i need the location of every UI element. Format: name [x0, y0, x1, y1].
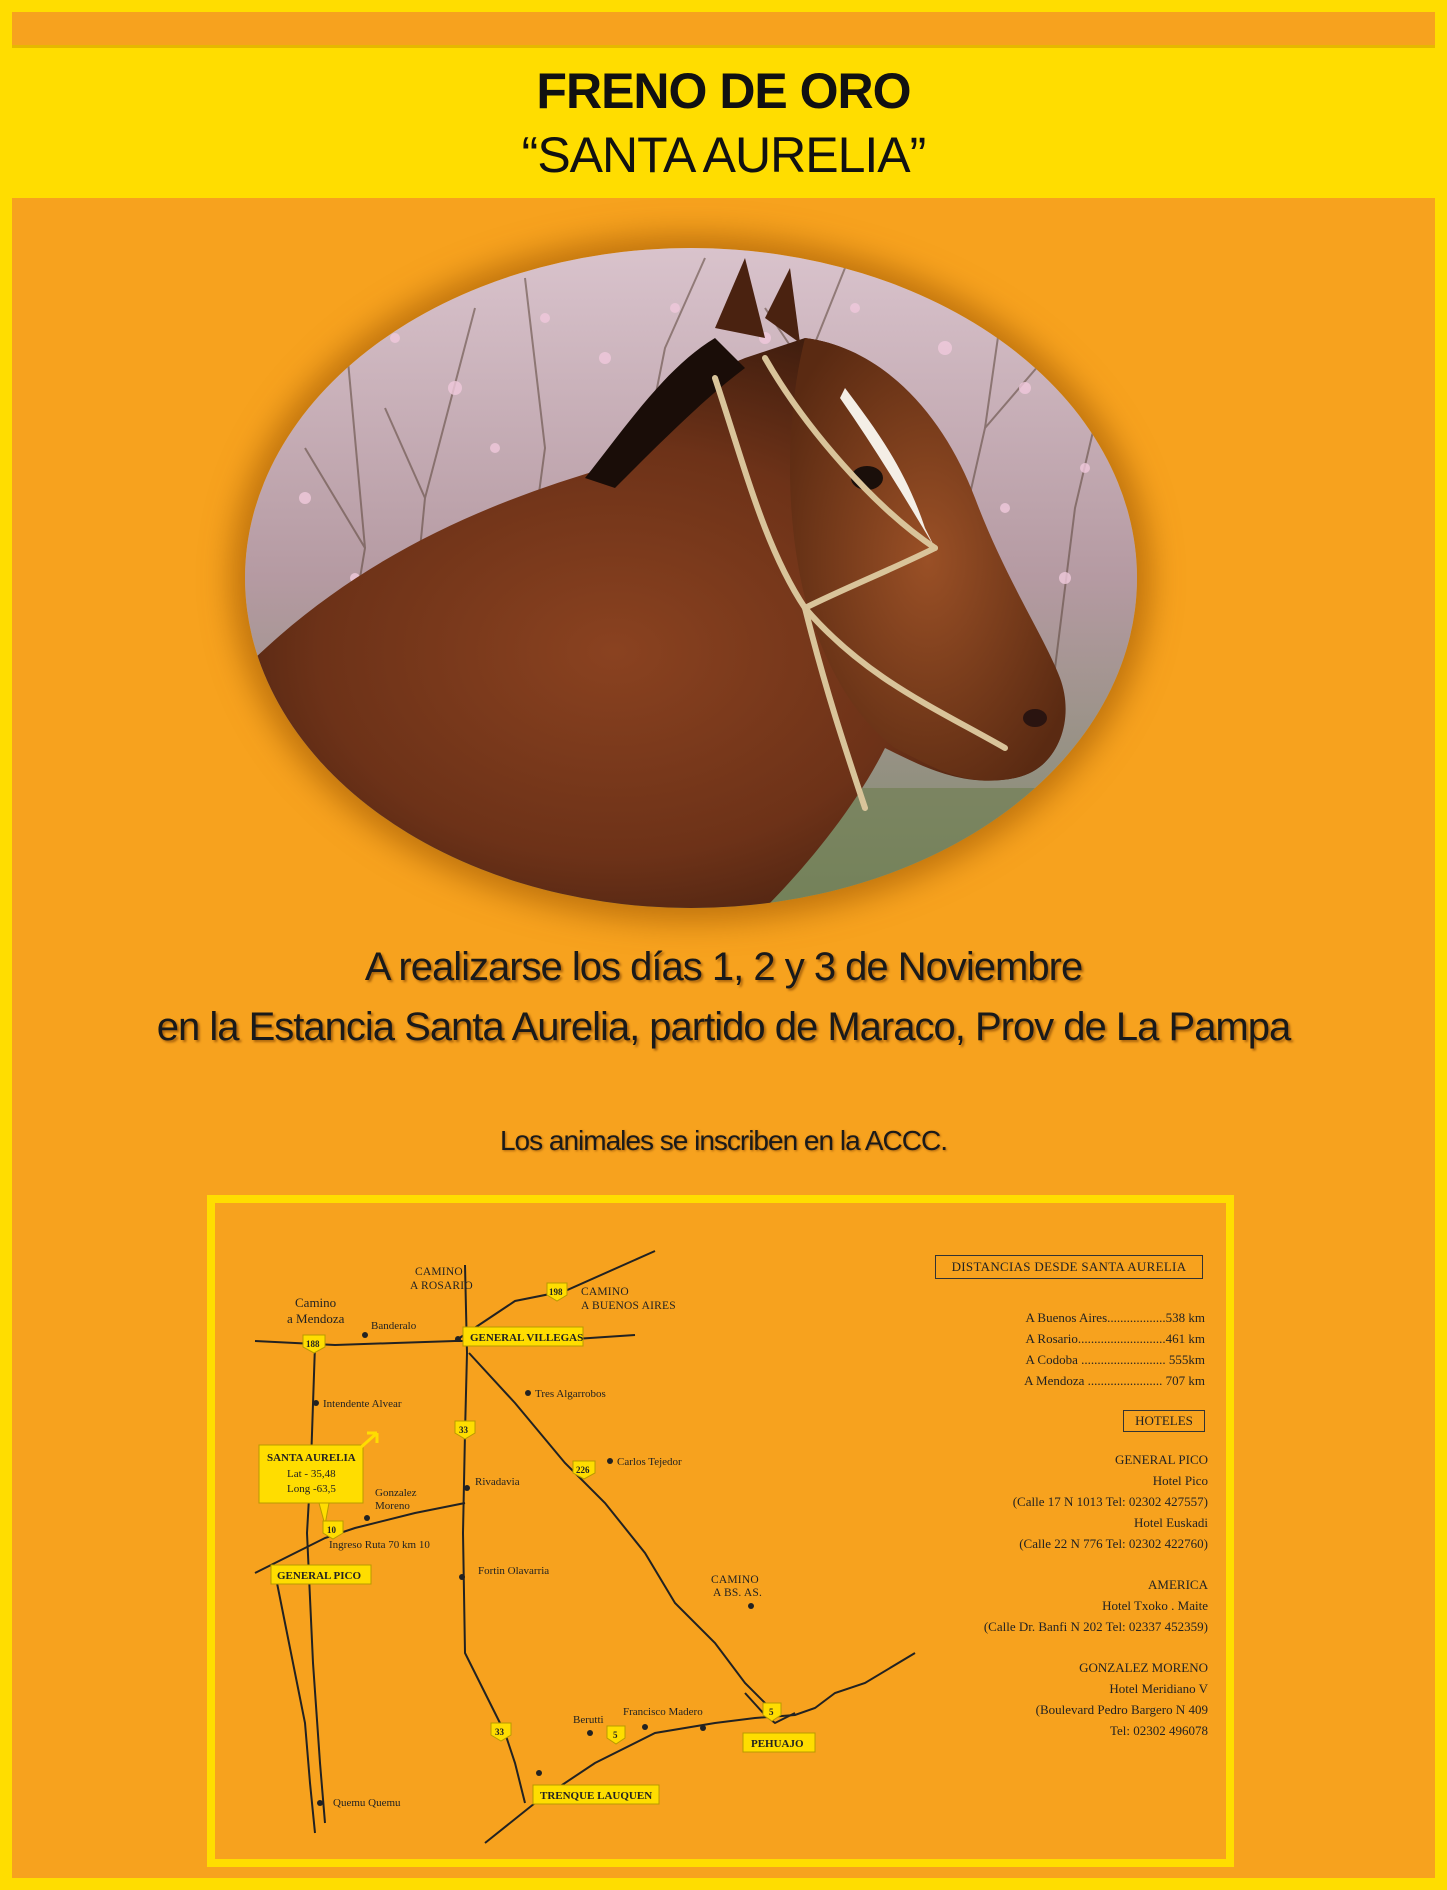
label-camino-bsas-top: CAMINO — [581, 1286, 629, 1298]
svg-text:5: 5 — [613, 1730, 618, 1740]
hotels-list — [855, 1449, 1208, 1761]
label-moreno: Moreno — [375, 1500, 410, 1512]
hotel-city: GENERAL PICO — [1114, 1452, 1208, 1467]
arrow-icon — [359, 1433, 377, 1449]
hotel-contact: (Calle Dr. Banfi N 202 Tel: 02337 452359) — [983, 1619, 1208, 1634]
label-rivadavia: Rivadavia — [475, 1476, 520, 1488]
svg-text:5: 5 — [769, 1707, 774, 1717]
label-ingreso: Ingreso Ruta 70 km 10 — [329, 1539, 430, 1551]
hotel-city: AMERICA — [1148, 1577, 1208, 1592]
route-5-shield-east — [763, 1703, 781, 1721]
hotel-contact: (Boulevard Pedro Bargero N 409 — [1035, 1702, 1208, 1717]
label-a-mendoza: a Mendoza — [287, 1311, 345, 1326]
route-226-shield — [573, 1461, 595, 1479]
label-a-buenos-aires: A BUENOS AIRES — [581, 1300, 676, 1312]
svg-text:SANTA AURELIA: SANTA AURELIA — [267, 1452, 356, 1464]
event-location: en la Estancia Santa Aurelia, partido de Maraco, Prov de La Pampa — [156, 1005, 1291, 1049]
registration-note: Los animales se inscriben en la ACCC. — [499, 1125, 947, 1156]
svg-text:GENERAL PICO: GENERAL PICO — [277, 1570, 362, 1582]
svg-text:GENERAL VILLEGAS: GENERAL VILLEGAS — [470, 1332, 584, 1344]
map-panel — [207, 1195, 1234, 1867]
label-intendente-alvear: Intendente Alvear — [323, 1398, 402, 1410]
page-title: FRENO DE ORO — [536, 63, 911, 119]
svg-text:PEHUAJO: PEHUAJO — [751, 1738, 804, 1750]
horse-illustration — [245, 248, 1137, 908]
svg-text:226: 226 — [576, 1465, 590, 1475]
label-quemu-quemu: Quemu Quemu — [333, 1797, 401, 1809]
svg-text:198: 198 — [549, 1287, 563, 1297]
distances-list — [915, 1307, 1205, 1391]
label-camino-rosario: CAMINO — [415, 1266, 463, 1278]
hotel-contact: (Calle 17 N 1013 Tel: 02302 427557) — [1012, 1494, 1208, 1509]
label-berutti: Berutti — [573, 1714, 604, 1726]
label-fortin-olavarria: Fortin Olavarria — [478, 1565, 550, 1577]
svg-text:33: 33 — [495, 1727, 504, 1737]
distance-row: A Mendoza ....................... 707 km — [1024, 1373, 1205, 1388]
route-33-shield-north — [455, 1421, 475, 1439]
hotel-name: Hotel Txoko . Maite — [1102, 1598, 1208, 1613]
route-10-shield — [323, 1521, 343, 1539]
label-a-bs-as: A BS. AS. — [713, 1587, 763, 1599]
route-188-shield — [303, 1335, 325, 1353]
header-banner — [12, 45, 1435, 198]
route-198-shield — [547, 1283, 567, 1301]
hotel-group-america — [855, 1574, 1208, 1637]
santa-aurelia-callout — [259, 1445, 363, 1525]
label-camino: Camino — [295, 1295, 337, 1310]
svg-text:Lat - 35,48: Lat - 35,48 — [287, 1468, 336, 1480]
hotel-name: Hotel Meridiano V — [1109, 1681, 1208, 1696]
svg-text:TRENQUE LAUQUEN: TRENQUE LAUQUEN — [540, 1790, 653, 1802]
hotel-group-gonzalez-moreno — [855, 1657, 1208, 1741]
hotel-group-general-pico — [855, 1449, 1208, 1554]
event-dates: A realizarse los días 1, 2 y 3 de Noviembre — [364, 945, 1083, 989]
svg-text:33: 33 — [459, 1425, 468, 1435]
svg-text:10: 10 — [327, 1525, 336, 1535]
route-33-shield-south — [491, 1723, 511, 1741]
label-francisco-madero: Francisco Madero — [623, 1706, 703, 1718]
label-carlos-tejedor: Carlos Tejedor — [617, 1456, 682, 1468]
city-pehuajo — [743, 1733, 815, 1752]
svg-text:Long -63,5: Long -63,5 — [287, 1483, 336, 1495]
city-general-villegas — [463, 1327, 583, 1346]
hotel-name: Hotel Pico — [1152, 1473, 1208, 1488]
distance-row: A Buenos Aires..................538 km — [1025, 1310, 1205, 1325]
svg-text:188: 188 — [306, 1339, 320, 1349]
city-trenque-lauquen — [533, 1785, 659, 1804]
route-5-shield-west — [607, 1726, 625, 1744]
hotels-title: HOTELES — [1123, 1410, 1205, 1432]
label-tres-algarrobos: Tres Algarrobos — [535, 1388, 606, 1400]
label-banderalo: Banderalo — [371, 1320, 417, 1332]
label-gonzalez: Gonzalez — [375, 1487, 417, 1499]
hotel-name: Hotel Euskadi — [1133, 1515, 1208, 1530]
hotel-contact: (Calle 22 N 776 Tel: 02302 422760) — [1019, 1536, 1208, 1551]
label-camino-bsas-bottom: CAMINO — [711, 1574, 759, 1586]
hotel-contact: Tel: 02302 496078 — [1109, 1723, 1208, 1738]
distance-row: A Rosario...........................461 km — [1025, 1331, 1205, 1346]
horse-photo — [245, 248, 1137, 908]
distances-title: DISTANCIAS DESDE SANTA AURELIA — [935, 1255, 1203, 1279]
hotel-city: GONZALEZ MORENO — [1079, 1660, 1208, 1675]
label-a-rosario: A ROSARIO — [410, 1280, 473, 1292]
city-general-pico — [271, 1565, 371, 1584]
distance-row: A Codoba .......................... 555km — [1025, 1352, 1205, 1367]
page-subtitle: “SANTA AURELIA” — [521, 127, 926, 183]
